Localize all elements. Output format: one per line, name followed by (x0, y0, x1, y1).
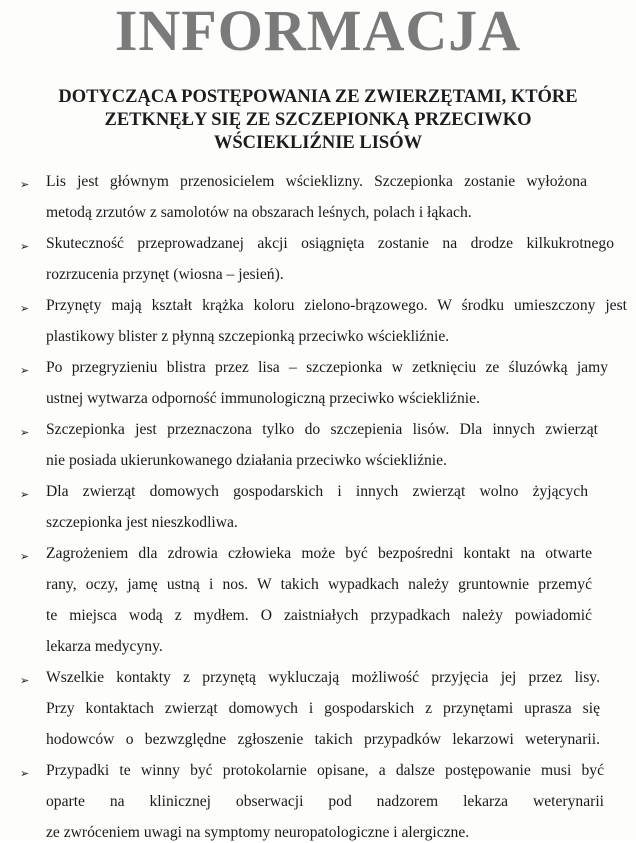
subtitle-line: ZETKNĘŁY SIĘ ZE SZCZEPIONKĄ PRZECIWKO (104, 110, 532, 130)
list-item-line: te miejsca wodą z mydłem. O zaistniałych przypadkach należy powiadomić (46, 607, 592, 624)
list-item-line: Po przegryzieniu blistra przez lisa – szczepionka w zetknięciu ze śluzówką jamy (46, 359, 608, 376)
list-item-line: ustnej wytwarza odporność immunologiczną przeciwko wściekliźnie. (46, 390, 480, 407)
list-item-line: rozrzucenia przynęt (wiosna – jesień). (46, 266, 284, 283)
arrowhead-bullet-icon: ➢ (20, 674, 30, 687)
list-item-line: Skuteczność przeprowadzanej akcji osiągnięta zostanie na drodze kilkukrotnego (46, 235, 614, 252)
list-item-line: Szczepionka jest przeznaczona tylko do szczepienia lisów. Dla innych zwierząt (46, 421, 598, 438)
list-item-line: Dla zwierząt domowych gospodarskich i innych zwierząt wolno żyjących (46, 483, 588, 500)
list-item-line: Lis jest głównym przenosicielem wścieklizny. Szczepionka zostanie wyłożona (46, 173, 587, 190)
subtitle-line: WŚCIEKLIŹNIE LISÓW (213, 133, 423, 153)
list-item-line: Przypadki te winny być protokolarnie opisane, a dalsze postępowanie musi być (46, 762, 604, 779)
arrowhead-bullet-icon: ➢ (20, 767, 30, 780)
arrowhead-bullet-icon: ➢ (20, 178, 30, 191)
list-item-line: nie posiada ukierunkowanego działania przeciwko wściekliźnie. (46, 452, 447, 469)
arrowhead-bullet-icon: ➢ (20, 240, 30, 253)
arrowhead-bullet-icon: ➢ (20, 426, 30, 439)
list-item-line: oparte na klinicznej obserwacji pod nadzorem lekarza weterynarii (46, 793, 604, 810)
arrowhead-bullet-icon: ➢ (20, 550, 30, 563)
page-title: INFORMACJA (114, 0, 522, 63)
list-item-line: rany, oczy, jamę ustną i nos. W takich wypadkach należy gruntownie przemyć (46, 576, 592, 593)
list-item-line: lekarza medycyny. (46, 638, 163, 655)
page-subtitle (0, 86, 636, 155)
list-item-line: Wszelkie kontakty z przynętą wykluczają możliwość przyjęcia jej przez lisy. (46, 669, 600, 686)
list-item-line: szczepionka jest nieszkodliwa. (46, 514, 238, 531)
list-item-line: Przy kontaktach zwierząt domowych i gospodarskich z przynętami uprasza się (46, 700, 600, 717)
list-item-line: ze zwróceniem uwagi na symptomy neuropatologiczne i alergiczne. (46, 824, 470, 841)
arrowhead-bullet-icon: ➢ (20, 364, 30, 377)
list-item-line: hodowców o bezwzględne zgłoszenie takich przypadków lekarzowi weterynarii. (46, 731, 600, 748)
arrowhead-bullet-icon: ➢ (20, 302, 30, 315)
list-item-line: metodą zrzutów z samolotów na obszarach leśnych, polach i łąkach. (46, 204, 472, 221)
list-item-line: plastikowy blister z płynną szczepionką przeciwko wściekliźnie. (46, 328, 450, 345)
subtitle-line: DOTYCZĄCA POSTĘPOWANIA ZE ZWIERZĘTAMI, KTÓRE (58, 87, 578, 107)
arrowhead-bullet-icon: ➢ (20, 488, 30, 501)
list-item-line: Przynęty mają kształt krążka koloru zielono-brązowego. W środku umieszczony jest (46, 297, 627, 314)
list-item-line: Zagrożeniem dla zdrowia człowieka może być bezpośredni kontakt na otwarte (46, 545, 592, 562)
